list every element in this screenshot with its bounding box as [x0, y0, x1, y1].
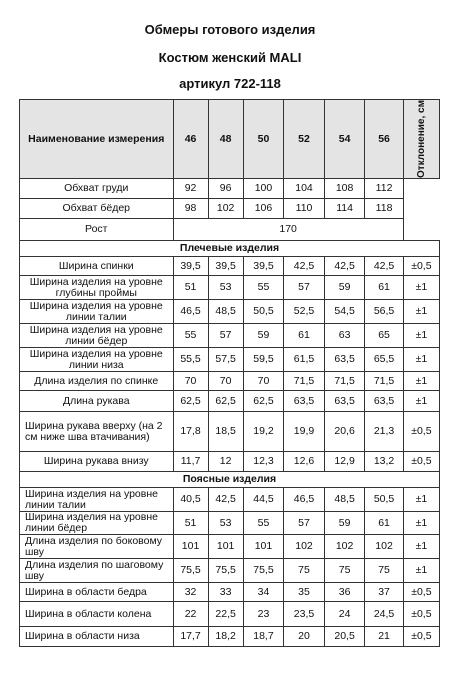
measurement-value: 104: [284, 179, 325, 199]
measurement-value: 12,9: [324, 452, 365, 472]
table-row: [20, 512, 440, 535]
height-label: Рост: [20, 219, 174, 241]
table-row: [20, 559, 440, 583]
measurement-value: 22,5: [208, 602, 243, 627]
measurement-value: 65,5: [365, 348, 403, 372]
measurement-value: 39,5: [208, 257, 243, 276]
measurement-value: 71,5: [284, 372, 325, 391]
measurement-value: 98: [173, 199, 208, 219]
measurement-value: 114: [324, 199, 365, 219]
product-name: Костюм женский MALI: [158, 50, 302, 65]
deviation-header: [403, 100, 439, 179]
measurement-value: 24: [324, 602, 365, 627]
measurement-value: 112: [365, 179, 403, 199]
section-title: Поясные изделия: [20, 472, 440, 488]
measurement-value: 70: [243, 372, 284, 391]
measurement-value: 46,5: [284, 488, 325, 512]
measurement-value: 106: [243, 199, 284, 219]
table-row: [20, 583, 440, 602]
measurement-value: 13,2: [365, 452, 403, 472]
measurement-value: 63,5: [365, 391, 403, 412]
measurement-value: 71,5: [324, 372, 365, 391]
section-row: [20, 241, 440, 257]
document-title: Обмеры готового изделия: [144, 22, 316, 37]
measurement-value: 70: [208, 372, 243, 391]
measurement-name: Обхват груди: [20, 179, 174, 199]
tolerance-value: ±1: [403, 535, 439, 559]
measurement-value: 75: [324, 559, 365, 583]
header-row: [20, 100, 440, 179]
measurement-value: 48,5: [208, 300, 243, 324]
measurement-value: 55: [243, 512, 284, 535]
measurement-value: 51: [173, 276, 208, 300]
table-row: [20, 219, 440, 241]
measurement-value: 102: [324, 535, 365, 559]
tolerance-value: ±1: [403, 512, 439, 535]
measurement-value: 75: [284, 559, 325, 583]
measurement-value: 39,5: [173, 257, 208, 276]
tolerance-value: ±0,5: [403, 257, 439, 276]
size-header: 56: [365, 100, 403, 179]
measurement-value: 101: [173, 535, 208, 559]
measurement-name: Обхват бёдер: [20, 199, 174, 219]
measurement-value: 102: [208, 199, 243, 219]
table-row: [20, 391, 440, 412]
tolerance-value: ±1: [403, 372, 439, 391]
measurement-value: 19,9: [284, 412, 325, 452]
measurement-value: 22: [173, 602, 208, 627]
measurement-value: 52,5: [284, 300, 325, 324]
measurement-name: Длина рукава: [20, 391, 174, 412]
measurement-value: 23: [243, 602, 284, 627]
measurement-value: 53: [208, 276, 243, 300]
measurement-value: 50,5: [365, 488, 403, 512]
measurement-value: 12,3: [243, 452, 284, 472]
measurement-value: 11,7: [173, 452, 208, 472]
measurement-name: Длина изделия по спинке: [20, 372, 174, 391]
measurement-value: 55: [173, 324, 208, 348]
measurement-value: 62,5: [173, 391, 208, 412]
measurement-value: 108: [324, 179, 365, 199]
measurement-value: 20,6: [324, 412, 365, 452]
table-row: [20, 179, 440, 199]
measurement-value: 102: [284, 535, 325, 559]
tolerance-value: ±1: [403, 559, 439, 583]
measurement-value: 44,5: [243, 488, 284, 512]
measurement-name: Ширина спинки: [20, 257, 174, 276]
measurement-value: 61: [365, 512, 403, 535]
measurement-value: 118: [365, 199, 403, 219]
measurement-value: 57: [208, 324, 243, 348]
measurement-value: 36: [324, 583, 365, 602]
measurement-value: 55,5: [173, 348, 208, 372]
table-row: [20, 627, 440, 647]
measurement-value: 21: [365, 627, 403, 647]
table-row: [20, 602, 440, 627]
measurement-value: 57: [284, 276, 325, 300]
measurement-value: 21,3: [365, 412, 403, 452]
measurement-value: 75,5: [208, 559, 243, 583]
measurement-name: Ширина изделия на уровне линии талии: [20, 488, 174, 512]
header-name: Наименование измерения: [20, 100, 174, 179]
tolerance-value: ±1: [403, 488, 439, 512]
measurement-value: 34: [243, 583, 284, 602]
measurement-name: Ширина в области колена: [20, 602, 174, 627]
measurement-value: 17,7: [173, 627, 208, 647]
measurement-value: 17,8: [173, 412, 208, 452]
table-row: [20, 488, 440, 512]
measurement-value: 96: [208, 179, 243, 199]
tolerance-value: ±0,5: [403, 412, 439, 452]
size-header: 46: [173, 100, 208, 179]
measurement-value: 51: [173, 512, 208, 535]
measurement-value: 65: [365, 324, 403, 348]
measurement-value: 12,6: [284, 452, 325, 472]
table-row: [20, 412, 440, 452]
measurement-value: 42,5: [284, 257, 325, 276]
table-row: [20, 276, 440, 300]
measurement-value: 101: [208, 535, 243, 559]
tolerance-value: ±1: [403, 300, 439, 324]
measurement-name: Ширина изделия на уровне глубины проймы: [20, 276, 174, 300]
measurement-value: 55: [243, 276, 284, 300]
measurement-value: 59,5: [243, 348, 284, 372]
measurement-value: 48,5: [324, 488, 365, 512]
measurement-value: 39,5: [243, 257, 284, 276]
measurement-value: 70: [173, 372, 208, 391]
measurement-name: Ширина в области бедра: [20, 583, 174, 602]
tolerance-value: ±1: [403, 348, 439, 372]
section-row: [20, 472, 440, 488]
tolerance-value: ±1: [403, 276, 439, 300]
measurement-name: Длина изделия по боковому шву: [20, 535, 174, 559]
measurement-value: 20: [284, 627, 325, 647]
measurement-name: Ширина в области низа: [20, 627, 174, 647]
measurement-value: 92: [173, 179, 208, 199]
measurement-value: 18,2: [208, 627, 243, 647]
measurement-value: 53: [208, 512, 243, 535]
measurement-value: 32: [173, 583, 208, 602]
tolerance-value: ±0,5: [403, 627, 439, 647]
measurement-name: Ширина рукава вверху (на 2 см ниже шва втачивания): [20, 412, 174, 452]
measurement-value: 19,2: [243, 412, 284, 452]
tolerance-value: ±0,5: [403, 452, 439, 472]
measurement-name: Длина изделия по шаговому шву: [20, 559, 174, 583]
table-row: [20, 535, 440, 559]
measurement-value: 12: [208, 452, 243, 472]
tolerance-value: ±1: [403, 324, 439, 348]
table-row: [20, 199, 440, 219]
table-row: [20, 257, 440, 276]
measurement-value: 42,5: [365, 257, 403, 276]
measurement-value: 101: [243, 535, 284, 559]
measurement-name: Ширина изделия на уровне линии бёдер: [20, 324, 174, 348]
measurement-value: 18,7: [243, 627, 284, 647]
measurement-value: 46,5: [173, 300, 208, 324]
measurement-name: Ширина изделия на уровне линии низа: [20, 348, 174, 372]
measurement-value: 42,5: [324, 257, 365, 276]
measurement-value: 37: [365, 583, 403, 602]
measurement-value: 61: [365, 276, 403, 300]
table-row: [20, 372, 440, 391]
measurement-value: 54,5: [324, 300, 365, 324]
table-row: [20, 324, 440, 348]
measurement-value: 40,5: [173, 488, 208, 512]
measurement-value: 59: [324, 512, 365, 535]
measurement-value: 63: [324, 324, 365, 348]
tolerance-value: ±0,5: [403, 602, 439, 627]
measurement-value: 59: [243, 324, 284, 348]
measurement-value: 23,5: [284, 602, 325, 627]
height-value: 170: [173, 219, 403, 241]
measurement-value: 63,5: [284, 391, 325, 412]
measurement-value: 75: [365, 559, 403, 583]
measurement-name: Ширина изделия на уровне линии талии: [20, 300, 174, 324]
size-header: 52: [284, 100, 325, 179]
measurement-value: 57: [284, 512, 325, 535]
measurement-value: 62,5: [243, 391, 284, 412]
measurement-value: 42,5: [208, 488, 243, 512]
measurement-value: 35: [284, 583, 325, 602]
measurement-value: 20,5: [324, 627, 365, 647]
table-row: [20, 300, 440, 324]
size-header: 54: [324, 100, 365, 179]
size-header: 48: [208, 100, 243, 179]
size-header: 50: [243, 100, 284, 179]
tolerance-value: ±1: [403, 391, 439, 412]
measurement-value: 100: [243, 179, 284, 199]
measurement-value: 110: [284, 199, 325, 219]
measurement-value: 63,5: [324, 348, 365, 372]
measurement-value: 57,5: [208, 348, 243, 372]
deviation-label: Отклонение, см: [415, 100, 427, 178]
measurement-value: 63,5: [324, 391, 365, 412]
measurement-name: Ширина изделия на уровне линии бёдер: [20, 512, 174, 535]
measurement-name: Ширина рукава внизу: [20, 452, 174, 472]
measurement-value: 61,5: [284, 348, 325, 372]
measurement-value: 102: [365, 535, 403, 559]
measurement-value: 50,5: [243, 300, 284, 324]
measurement-value: 75,5: [173, 559, 208, 583]
table-row: [20, 452, 440, 472]
measurement-value: 62,5: [208, 391, 243, 412]
measurement-value: 56,5: [365, 300, 403, 324]
measurement-value: 61: [284, 324, 325, 348]
measurements-table: [19, 99, 440, 647]
table-row: [20, 348, 440, 372]
section-title: Плечевые изделия: [20, 241, 440, 257]
measurement-value: 71,5: [365, 372, 403, 391]
measurement-value: 33: [208, 583, 243, 602]
measurement-value: 18,5: [208, 412, 243, 452]
measurement-value: 75,5: [243, 559, 284, 583]
article-number: артикул 722-118: [179, 76, 281, 91]
measurement-value: 59: [324, 276, 365, 300]
measurement-value: 24,5: [365, 602, 403, 627]
tolerance-value: ±0,5: [403, 583, 439, 602]
